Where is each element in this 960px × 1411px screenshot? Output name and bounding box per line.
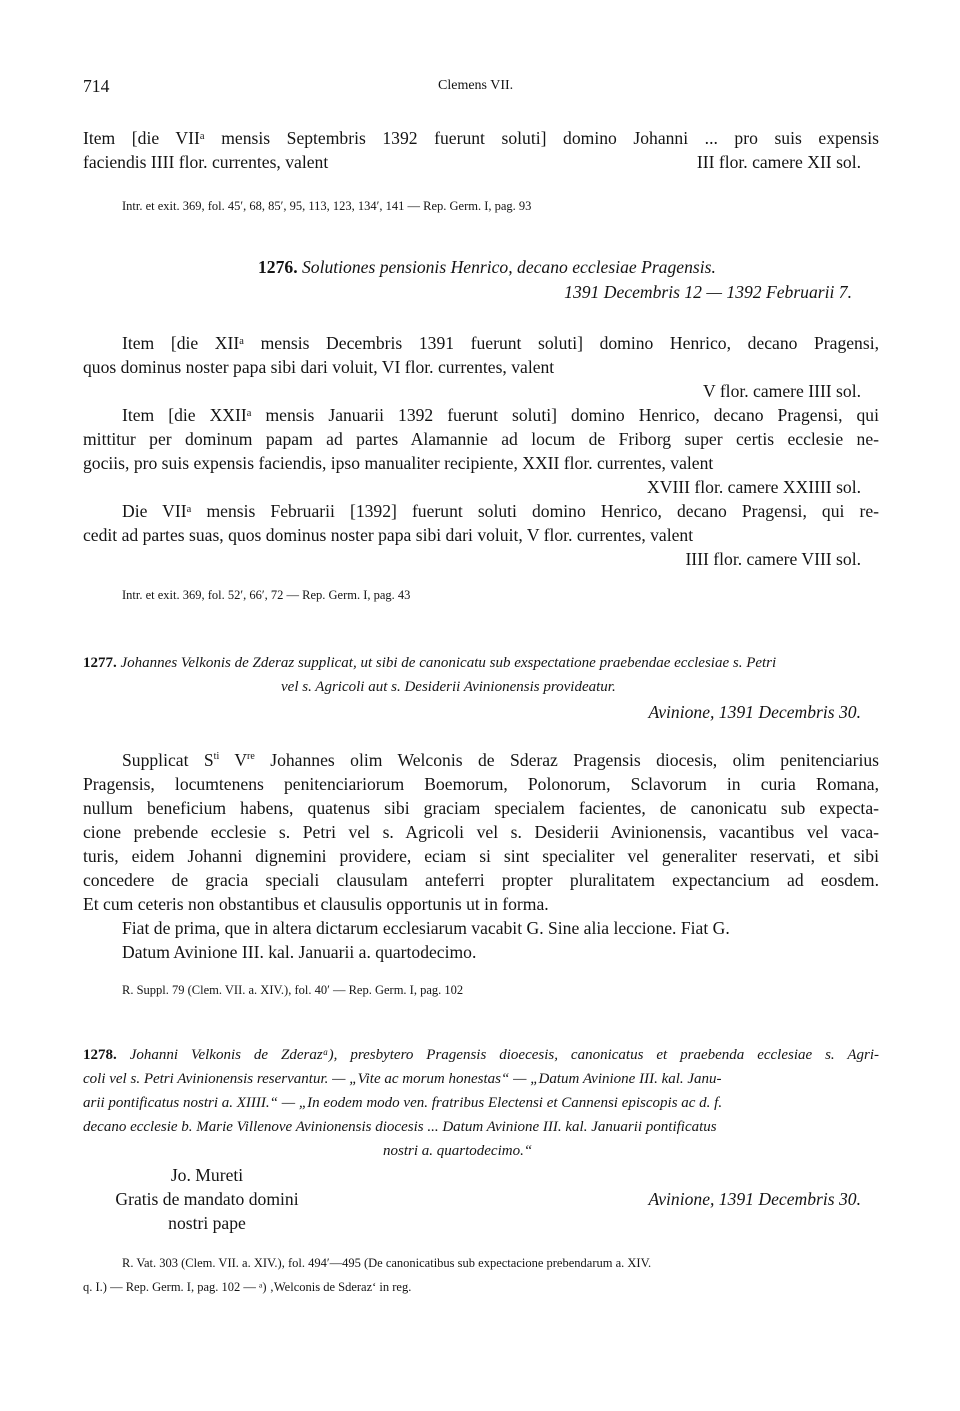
entry-1276-p3-line-2: cedit ad partes suas, quos dominus noster papa sibi dari voluit, V flor. currentes, valent xyxy=(83,525,694,545)
entry-1277-line-4: cione prebende ecclesie s. Petri vel s. Agricoli vel s. Desiderii Avinionensis, vacantibus vel vaca- xyxy=(83,822,879,842)
entry-title: Solutiones pensionis Henrico, decano ecclesiae Pragensis. xyxy=(302,257,716,277)
entry-1277-line-1 xyxy=(122,748,879,772)
entry-1278-date: Avinione, 1391 Decembris 30. xyxy=(648,1189,861,1209)
signature-line-2: Gratis de mandato domini xyxy=(115,1189,299,1209)
entry-1276-p3-line-1: Die VIIᵃ mensis Februarii [1392] fuerunt soluti domino Henrico, decano Pragensi, qui re- xyxy=(122,501,879,521)
superscript: re xyxy=(247,751,255,763)
text-run: Supplicat S xyxy=(122,750,214,770)
running-title: Clemens VII. xyxy=(438,78,514,93)
entry-1277-date: Avinione, 1391 Decembris 30. xyxy=(648,702,861,722)
text-run: Johannes olim Welconis de Sderaz Pragensis diocesis, olim penitenciarius xyxy=(254,750,879,770)
entry-1276-p2-value: XVIII flor. camere XXIIII sol. xyxy=(647,477,861,497)
entry-1278-title-line-4: decano ecclesie b. Marie Villenove Avinionensis diocesis ... Datum Avinione III. kal. Januarii pontificatus xyxy=(83,1119,717,1135)
signature-line-1: Jo. Mureti xyxy=(170,1165,244,1185)
text-run: V xyxy=(219,750,248,770)
entry-1277-line-8: Fiat de prima, que in altera dictarum ecclesiarum vacabit G. Sine alia leccione. Fiat G. xyxy=(122,918,730,938)
entry-1277-line-2: Pragensis, locumtenens penitenciariorum Boemorum, Polonorum, Sclavorum in curia Romana, xyxy=(83,774,879,794)
entry-1275-line-2: faciendis IIII flor. currentes, valent xyxy=(83,152,329,172)
entry-1277-line-6: concedere de gracia speciali clausulam anteferri propter pluralitatem expectancium ad eosdem. xyxy=(83,870,879,890)
entry-1276-p1-value: V flor. camere IIII sol. xyxy=(703,381,861,401)
entry-title: Johannes Velkonis de Zderaz supplicat, ut sibi de canonicatu sub exspectatione praebendae ecclesiae s. Petri xyxy=(120,655,777,671)
entry-1276-source: Intr. et exit. 369, fol. 52′, 66′, 72 — Rep. Germ. I, pag. 43 xyxy=(122,588,411,602)
entry-1278-title-line-1 xyxy=(83,1043,879,1067)
superscript: ti xyxy=(213,751,220,763)
entry-1278-title-line-3: arii pontificatus nostri a. XIIII.“ — „In eodem modo ven. fratribus Electensi et Cannensi episcopis ac d. f. xyxy=(83,1095,723,1111)
entry-1277-line-5: turis, eidem Johanni dignemini providere, eciam si sint specialiter vel generaliter reservati, et sibi xyxy=(83,846,879,866)
entry-1276-p2-line-1: Item [die XXIIᵃ mensis Januarii 1392 fuerunt soluti] domino Henrico, decano Pragensi, qui xyxy=(122,405,879,425)
entry-1277-title-line-2: vel s. Agricoli aut s. Desiderii Avinionensis provideatur. xyxy=(281,679,616,695)
entry-number: 1277. xyxy=(83,655,117,671)
entry-1276-p2-line-2: mittitur per dominum papam ad partes Alamannie ad locum de Friborg super certis ecclesie ne- xyxy=(83,429,879,449)
entry-1276-date: 1391 Decembris 12 — 1392 Februarii 7. xyxy=(564,282,852,302)
entry-title: Johanni Velkonis de Zderazᵃ), presbytero Pragensis dioecesis, canonicatus et praebenda ecclesiae s. Agri- xyxy=(129,1047,880,1063)
entry-1275-value: III flor. camere XII sol. xyxy=(696,152,861,172)
entry-1278-title-line-2: coli vel s. Petri Avinionensis reservantur. — „Vite ac morum honestas“ — „Datum Avinione III. kal. Janu- xyxy=(83,1071,722,1087)
entry-1278-note-line-1: R. Vat. 303 (Clem. VII. a. XIV.), fol. 494′—495 (De canonicatibus sub expectacione prebendarum a. XIV. xyxy=(122,1256,652,1270)
entry-1278-note-line-2: q. I.) — Rep. Germ. I, pag. 102 — ᵃ) ‚Welconis de Sderaz‘ in reg. xyxy=(83,1280,412,1294)
entry-1276-p1-line-1: Item [die XIIᵃ mensis Decembris 1391 fuerunt soluti] domino Henrico, decano Pragensi, xyxy=(122,333,879,353)
signature-line-3: nostri pape xyxy=(168,1213,246,1233)
entry-1277-source: R. Suppl. 79 (Clem. VII. a. XIV.), fol. 40′ — Rep. Germ. I, pag. 102 xyxy=(122,983,464,997)
entry-1277-title-line-1 xyxy=(83,651,879,675)
entry-1277-line-3: nullum beneficium habens, quatenus sibi graciam specialem facientes, de canonicatu sub expecta- xyxy=(83,798,879,818)
entry-1276-heading xyxy=(258,255,716,279)
entry-number: 1276. xyxy=(258,257,298,277)
entry-1275-source: Intr. et exit. 369, fol. 45′, 68, 85′, 95, 113, 123, 134′, 141 — Rep. Germ. I, pag. 93 xyxy=(122,199,532,213)
entry-1276-p3-value: IIII flor. camere VIII sol. xyxy=(685,549,861,569)
entry-1278-title-line-5: nostri a. quartodecimo.“ xyxy=(383,1143,533,1159)
entry-1277-line-9: Datum Avinione III. kal. Januarii a. quartodecimo. xyxy=(122,942,477,962)
page-number: 714 xyxy=(83,76,110,96)
entry-1276-p1-line-2: quos dominus noster papa sibi dari voluit, VI flor. currentes, valent xyxy=(83,357,555,377)
entry-number: 1278. xyxy=(83,1047,117,1063)
entry-1275-line-1: Item [die VIIᵃ mensis Septembris 1392 fuerunt soluti] domino Johanni ... pro suis expensis xyxy=(83,128,879,148)
entry-1276-p2-line-3: gociis, pro suis expensis faciendis, ipso manualiter recipiente, XXII flor. currentes, valent xyxy=(83,453,714,473)
entry-1277-line-7: Et cum ceteris non obstantibus et clausulis opportunis ut in forma. xyxy=(83,894,549,914)
